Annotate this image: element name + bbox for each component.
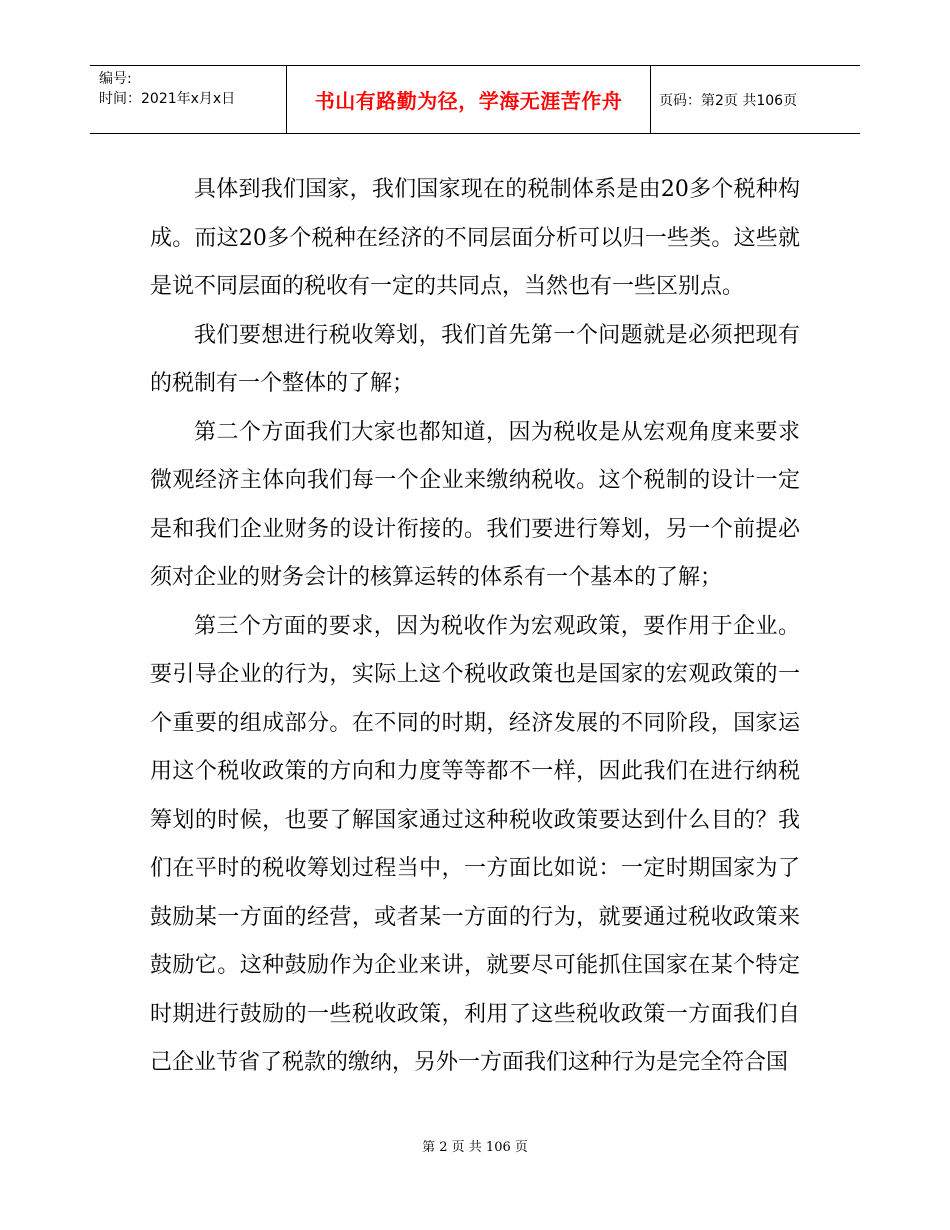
motto-text: 书山有路勤为径，学海无涯苦作舟	[314, 89, 623, 113]
header-motto-cell	[287, 66, 651, 133]
document-body	[150, 166, 800, 1088]
paragraph: 我们要想进行税收筹划，我们首先第一个问题就是必须把现有的税制有一个整体的了解；	[150, 322, 800, 396]
page-header	[90, 65, 860, 134]
paragraph: 第二个方面我们大家也都知道，因为税收是从宏观角度来要求微观经济主体向我们每一个企业来缴纳税收。这个税制的设计一定是和我们企业财务的设计衔接的。我们要进行筹划，另一个前提必须对企业的财务会计的核算运转的体系有一个基本的了解；	[150, 419, 800, 590]
page-footer	[0, 1136, 950, 1155]
page-code-label: 页码：第2页 共106页	[659, 92, 798, 109]
serial-number-label: 编号:	[99, 71, 132, 87]
footer-page-number: 第 2 页 共 106 页	[422, 1140, 528, 1155]
date-label: 时间：2021年x月x日	[99, 91, 236, 107]
header-page-cell	[651, 66, 860, 133]
header-info-cell	[90, 66, 287, 133]
paragraph: 具体到我们国家，我们国家现在的税制体系是由20多个税种构成。而这20多个税种在经济的不同层面分析可以归一些类。这些就是说不同层面的税收有一定的共同点，当然也有一些区别点。	[150, 177, 800, 299]
paragraph: 第三个方面的要求，因为税收作为宏观政策，要作用于企业。要引导企业的行为，实际上这个税收政策也是国家的宏观政策的一个重要的组成部分。在不同的时期，经济发展的不同阶段，国家运用这个税收政策的方向和力度等等都不一样，因此我们在进行纳税筹划的时候，也要了解国家通过这种税收政策要达到什么目的？我们在平时的税收筹划过程当中，一方面比如说：一定时期国家为了鼓励某一方面的经营，或者某一方面的行为，就要通过税收政策来鼓励它。这种鼓励作为企业来讲，就要尽可能抓住国家在某个特定时期进行鼓励的一些税收政策，利用了这些税收政策一方面我们自己企业节省了税款的缴纳，另外一方面我们这种行为是完全符合国	[150, 613, 800, 1075]
